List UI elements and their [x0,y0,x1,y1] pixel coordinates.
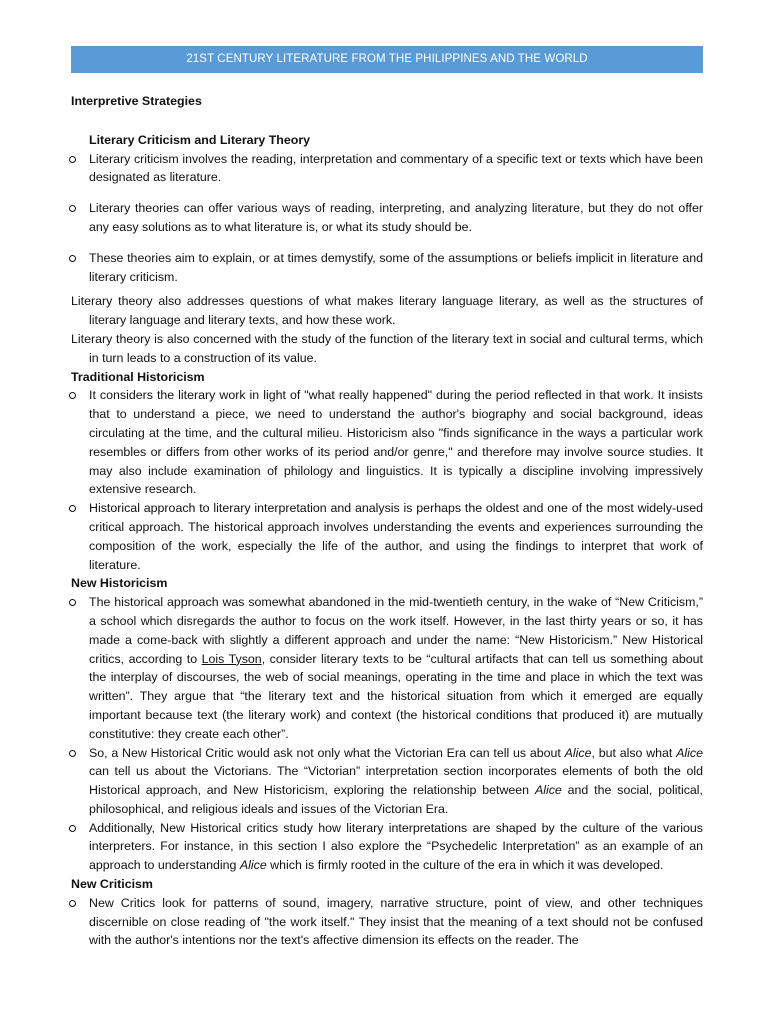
italic-title: Alice [534,783,562,798]
text-run: and the social, political, philosophical, and religious ideals and issues of the Victorian Era. [89,783,703,816]
section-title: Interpretive Strategies [71,94,202,108]
paragraph: Literary theory also addresses questions of what makes literary language literary, as well as the structures of literary language and literary texts, and how these work. [71,294,703,328]
author-link[interactable]: Lois Tyson [201,651,262,666]
heading-new-historicism: New Historicism [71,576,168,591]
text-run: Additionally, New Historical critics study how literary interpretations are shaped by the culture of the various interpreters. For instance, in this section I also explore the “Psychedelic Interpretation” as an example of an approach to understanding [89,820,703,873]
text-run: The historical approach was somewhat abandoned in the mid-twentieth century, in the wake of “New Criticism,” a school which disregards the author to focus on the work itself. However, in the last thirty years or so, it has made a come-back with slightly a different approach and under the name: “New Historicism.” New Historical critics, according to [89,595,703,666]
italic-title: Alice [239,858,267,873]
italic-title: Alice [564,745,592,760]
bullet-item [71,593,703,743]
text-run: can tell us about the Victorians. The “Victorian” interpretation section incorporates elements of both the old Historical approach, and New Historicism, exploring the relationship between [89,764,703,798]
bullet-item: New Critics look for patterns of sound, imagery, narrative structure, point of view, and other techniques discernible on close reading of "the work itself." They insist that the meaning of a text should not be confused with the author's intentions nor the text's affective dimension its effects on the reader. The [71,894,703,950]
bullet-item [71,744,703,819]
italic-title: Alice [676,745,703,760]
document-header-bar: 21ST CENTURY LITERATURE FROM THE PHILIPPINES AND THE WORLD [71,46,703,73]
bullet-item: Literary criticism involves the reading, interpretation and commentary of a specific text or texts which have been designated as literature. [71,150,703,188]
bullet-item: Historical approach to literary interpretation and analysis is perhaps the oldest and one of the most widely-used critical approach. The historical approach involves understanding the events and experiences surrounding the composition of the work, especially the life of the author, and using the findings to interpret that work of literature. [71,499,703,574]
document-body [71,92,703,950]
heading-new-criticism: New Criticism [71,877,153,892]
bullet-item [71,819,703,875]
paragraph: Literary theory is also concerned with the study of the function of the literary text in social and cultural terms, which in turn leads to a construction of its value. [71,331,703,365]
text-run: So, a New Historical Critic would ask not only what the Victorian Era can tell us about [89,745,565,760]
heading-traditional-historicism: Traditional Historicism [71,369,205,384]
text-run: , consider literary texts to be “cultural artifacts that can tell us something about the interplay of discourses, the web of social meanings, operating in the time and place in which the text was written”. They argue that “the literary text and the historical situation from which it emerged are equally important because text (the literary work) and context (the historical conditions that produced it) are mutually constitutive: they create each other”. [89,651,703,741]
bullet-item: These theories aim to explain, or at times demystify, some of the assumptions or beliefs implicit in literature and literary criticism. [71,249,703,287]
heading-literary-criticism: Literary Criticism and Literary Theory [89,132,311,147]
text-run: , but also what [591,745,677,760]
bullet-item: Literary theories can offer various ways of reading, interpreting, and analyzing literature, but they do not offer any easy solutions as to what literature is, or what its study should be. [71,199,703,237]
text-run: which is firmly rooted in the culture of the era in which it was developed. [266,858,664,873]
bullet-item: It considers the literary work in light of "what really happened" during the period reflected in that work. It insists that to understand a piece, we need to understand the author's biography and social background, ideas circulating at the time, and the cultural milieu. Historicism also "finds significance in the ways a particular work resembles or differs from other works of its period and/or genre," and therefore may involve source studies. It may also include examination of philology and linguistics. It is typically a discipline involving impressively extensive research. [71,386,703,499]
